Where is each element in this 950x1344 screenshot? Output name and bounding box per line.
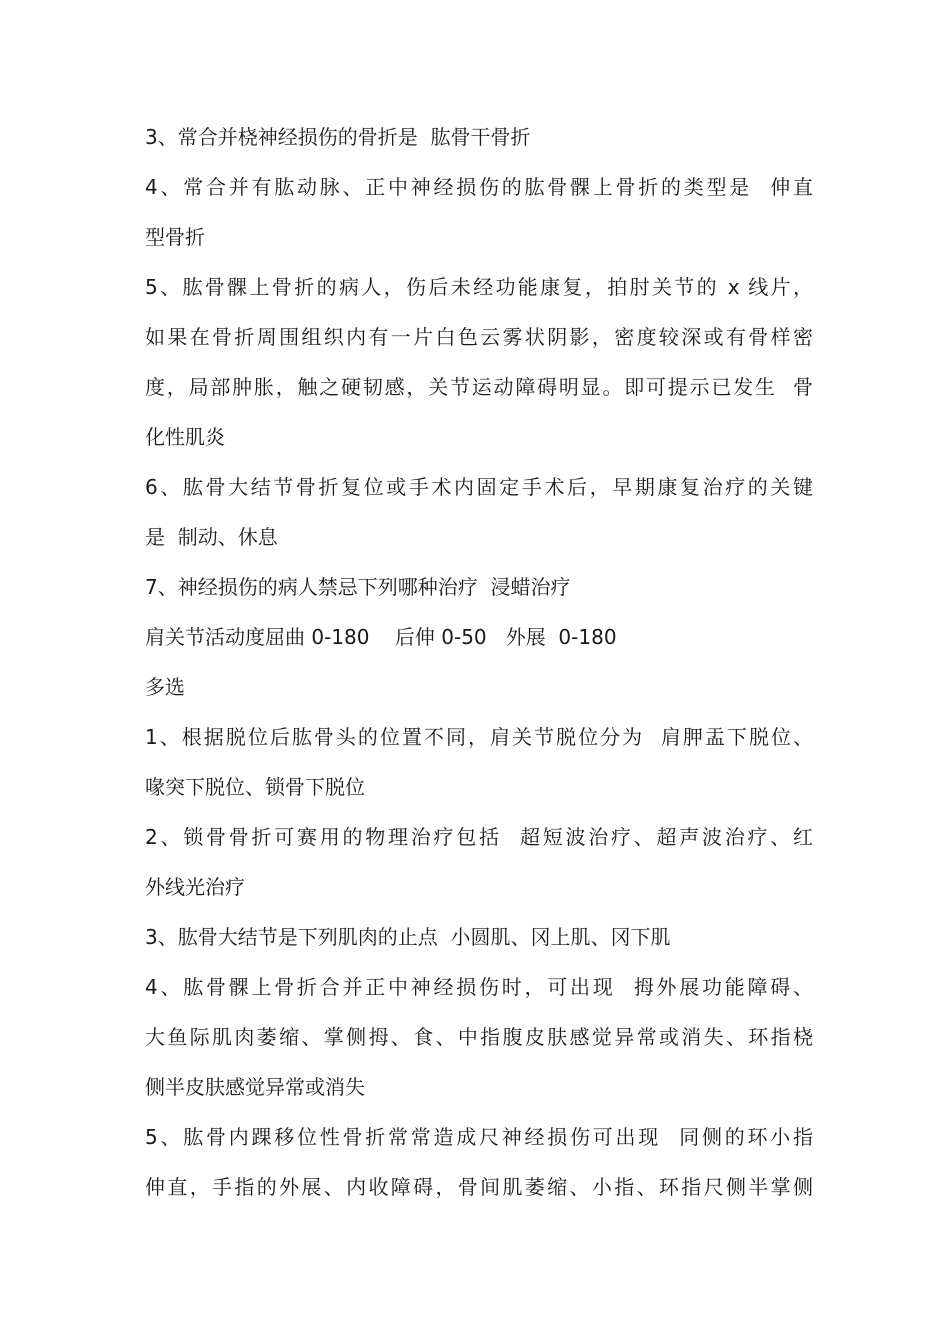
text-line: 侧半皮肤感觉异常或消失 [145,1075,365,1099]
text-line: 6、肱骨大结节骨折复位或手术内固定手术后，早期康复治疗的关键 [145,475,813,499]
text-line: 2、锁骨骨折可赛用的物理治疗包括 超短波治疗、超声波治疗、红 [145,825,813,849]
text-line: 化性肌炎 [145,425,225,449]
text-line: 伸直，手指的外展、内收障碍，骨间肌萎缩、小指、环指尺侧半掌侧 [145,1175,813,1199]
text-line: 3、肱骨大结节是下列肌肉的止点 小圆肌、冈上肌、冈下肌 [145,925,671,949]
section-heading: 多选 [145,675,185,699]
text-line: 肩关节活动度屈曲 0-180 后伸 0-50 外展 0-180 [145,625,617,649]
text-line: 外线光治疗 [145,875,245,899]
text-line: 4、肱骨髁上骨折合并正中神经损伤时，可出现 拇外展功能障碍、 [145,975,813,999]
text-line: 5、肱骨髁上骨折的病人，伤后未经功能康复，拍肘关节的 x 线片， [145,275,813,299]
text-line: 5、肱骨内踝移位性骨折常常造成尺神经损伤可出现 同侧的环小指 [145,1125,813,1149]
text-line: 1、根据脱位后肱骨头的位置不同，肩关节脱位分为 肩胛盂下脱位、 [145,725,813,749]
text-line: 是 制动、休息 [145,525,278,549]
text-line: 7、神经损伤的病人禁忌下列哪种治疗 浸蜡治疗 [145,575,571,599]
text-line: 型骨折 [145,225,205,249]
text-line: 度，局部肿胀，触之硬韧感，关节运动障碍明显。即可提示已发生 骨 [145,375,813,399]
text-line: 大鱼际肌肉萎缩、掌侧拇、食、中指腹皮肤感觉异常或消失、环指桡 [145,1025,813,1049]
text-line: 4、常合并有肱动脉、正中神经损伤的肱骨髁上骨折的类型是 伸直 [145,175,813,199]
text-line: 3、常合并桡神经损伤的骨折是 肱骨干骨折 [145,125,531,149]
document-body [145,112,813,1212]
text-line: 如果在骨折周围组织内有一片白色云雾状阴影，密度较深或有骨样密 [145,325,813,349]
text-line: 喙突下脱位、锁骨下脱位 [145,775,365,799]
